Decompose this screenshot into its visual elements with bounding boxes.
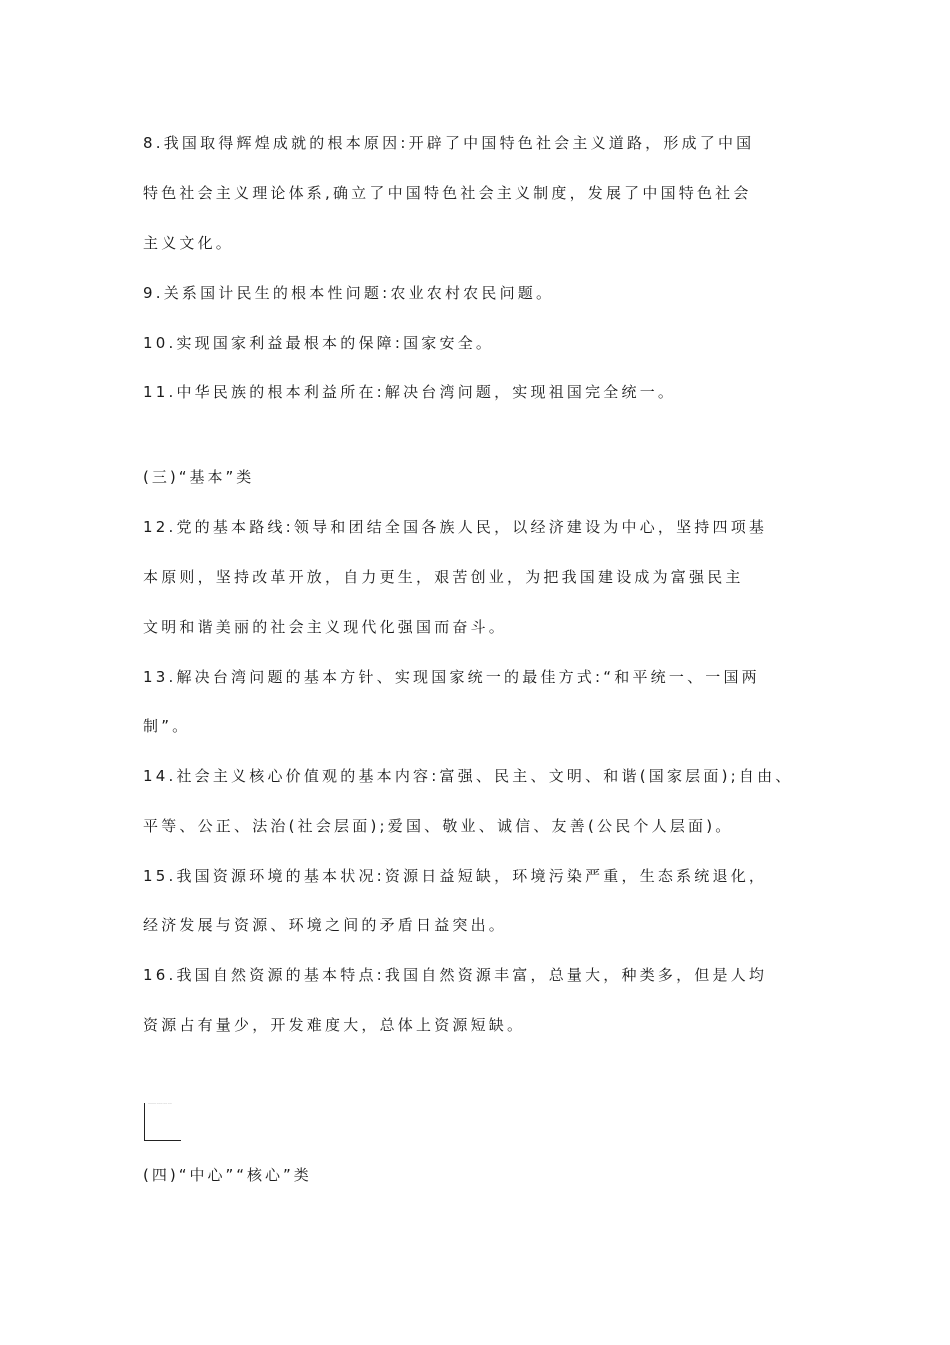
text-line-11: 11.中华民族的根本利益所在:解决台湾问题，实现祖国完全统一。 bbox=[143, 383, 677, 401]
text-line-8a: 8.我国取得辉煌成就的根本原因:开辟了中国特色社会主义道路，形成了中国 bbox=[143, 134, 755, 152]
text-line-8c: 主义文化。 bbox=[143, 234, 235, 252]
text-line-16b: 资源占有量少，开发难度大，总体上资源短缺。 bbox=[143, 1016, 526, 1034]
text-line-12c: 文明和谐美丽的社会主义现代化强国而奋斗。 bbox=[143, 618, 508, 636]
section-heading-center-core: (四)“中心”“核心”类 bbox=[143, 1166, 312, 1184]
text-line-10: 10.实现国家利益最根本的保障:国家安全。 bbox=[143, 334, 495, 352]
text-line-13a: 13.解决台湾问题的基本方针、实现国家统一的最佳方式:“和平统一、一国两 bbox=[143, 668, 760, 686]
text-line-12b: 本原则，坚持改革开放，自力更生，艰苦创业，为把我国建设成为富强民主 bbox=[143, 568, 744, 586]
text-line-14b: 平等、公正、法治(社会层面);爱国、敬业、诚信、友善(公民个人层面)。 bbox=[143, 817, 734, 835]
text-line-15b: 经济发展与资源、环境之间的矛盾日益突出。 bbox=[143, 916, 508, 934]
text-line-14a: 14.社会主义核心价值观的基本内容:富强、民主、文明、和谐(国家层面);自由、 bbox=[143, 767, 794, 785]
figure-placeholder bbox=[144, 1103, 181, 1141]
text-line-8b: 特色社会主义理论体系,确立了中国特色社会主义制度，发展了中国特色社会 bbox=[143, 184, 752, 202]
text-line-12a: 12.党的基本路线:领导和团结全国各族人民，以经济建设为中心，坚持四项基 bbox=[143, 518, 768, 536]
section-heading-basic: (三)“基本”类 bbox=[143, 468, 255, 486]
text-line-16a: 16.我国自然资源的基本特点:我国自然资源丰富，总量大，种类多，但是人均 bbox=[143, 966, 768, 984]
figure-caption: ———— ——— —— —— bbox=[148, 1103, 181, 1106]
text-line-15a: 15.我国资源环境的基本状况:资源日益短缺，环境污染严重，生态系统退化， bbox=[143, 867, 768, 885]
text-line-13b: 制”。 bbox=[143, 717, 191, 735]
text-line-9: 9.关系国计民生的根本性问题:农业农村农民问题。 bbox=[143, 284, 555, 302]
